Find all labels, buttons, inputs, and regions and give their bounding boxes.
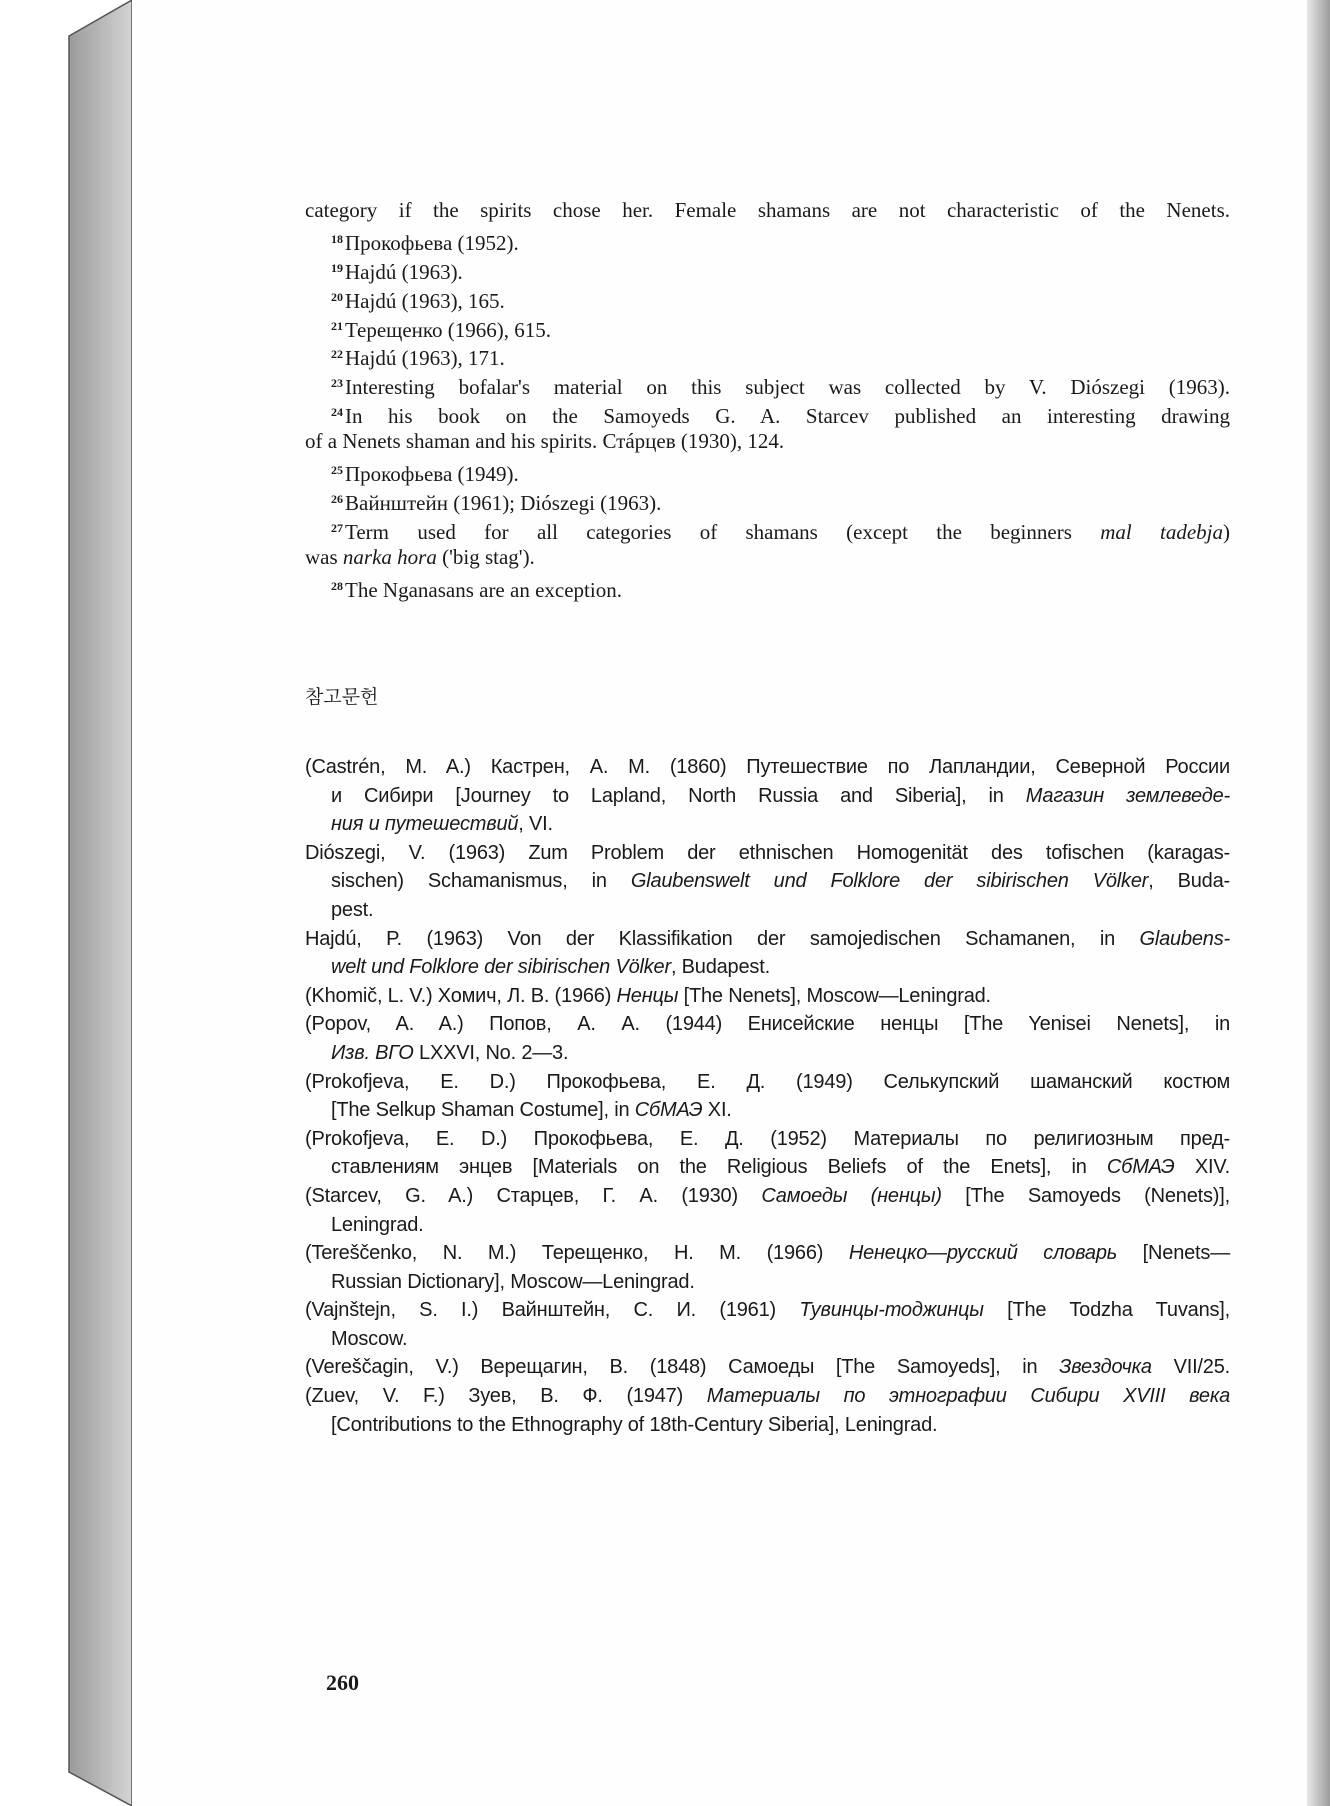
footnote-line	[305, 196, 1230, 225]
reference-line	[305, 1382, 1230, 1411]
text-segment: Прокофьева (1952).	[345, 230, 519, 255]
reference-line	[305, 782, 1230, 811]
text-segment: Diószegi, V. (1963) Zum Problem der ethnischen Homogenität des tofischen (karagas-	[305, 841, 1230, 864]
text-segment: category if the spirits chose her. Female shamans are not characteristic of the Nenets.	[305, 198, 1230, 222]
text-segment: ('big stag').	[436, 544, 535, 569]
footnote-number: 26	[331, 491, 343, 506]
footnote-line	[305, 254, 1230, 283]
footnote-number: 20	[331, 289, 343, 304]
footnote-number: 22	[331, 347, 343, 362]
footnote-number: 28	[331, 578, 343, 593]
footnote-line	[305, 398, 1230, 427]
reference-line	[305, 1211, 1230, 1240]
footnote-line	[305, 456, 1230, 485]
text-segment: (Popov, A. A.) Попов, А. А. (1944) Енисейские ненцы [The Yenisei Nenets], in	[305, 1013, 1230, 1036]
italic-title: Материалы по этнографии Сибири XVIII века	[706, 1385, 1231, 1408]
text-segment: , Buda-	[1148, 870, 1230, 893]
reference-line	[305, 1239, 1230, 1268]
text-segment: Прокофьева (1949).	[345, 462, 519, 487]
footnote-number: 24	[331, 405, 343, 420]
italic-title: welt und Folklore der sibirischen Völker	[331, 956, 671, 979]
text-segment: Терещенко (1966), 615.	[345, 317, 552, 342]
text-segment: VII/25.	[1151, 1356, 1230, 1379]
footnote-number: 27	[331, 520, 343, 535]
text-segment: Moscow.	[331, 1327, 408, 1350]
reference-line	[305, 753, 1230, 782]
reference-line	[305, 1325, 1230, 1354]
footnote-line	[305, 427, 1230, 456]
reference-line	[305, 1153, 1230, 1182]
footnote-number: 21	[331, 318, 343, 333]
footnote-line	[305, 312, 1230, 341]
text-segment: [The Selkup Shaman Costume], in	[331, 1099, 635, 1122]
footnote-number: 18	[331, 231, 343, 246]
text-segment: sischen) Schamanismus, in	[331, 870, 631, 893]
reference-line	[305, 953, 1230, 982]
italic-title: narka hora	[342, 544, 437, 569]
italic-title: mal tadebja	[1100, 519, 1223, 544]
text-segment: LXXVI, No. 2—3.	[413, 1041, 569, 1064]
reference-line	[305, 1039, 1230, 1068]
text-segment: (Khomič, L. V.) Хомич, Л. В. (1966)	[305, 984, 617, 1007]
text-segment: (Zuev, V. F.) Зуев, В. Ф. (1947)	[305, 1385, 707, 1408]
references-heading: 참고문헌	[305, 686, 379, 708]
text-segment: и Сибири [Journey to Lapland, North Russia and Siberia], in	[331, 784, 1026, 807]
italic-title: Ненцы	[616, 984, 679, 1007]
text-segment: Hajdú (1963), 165.	[345, 288, 505, 313]
reference-line	[305, 1096, 1230, 1125]
text-segment: Term used for all categories of shamans (except the beginners	[345, 519, 1101, 544]
footnote-line	[305, 225, 1230, 254]
reference-line	[305, 1296, 1230, 1325]
reference-line	[305, 867, 1230, 896]
reference-line	[305, 1068, 1230, 1097]
italic-title: Самоеды (ненцы)	[761, 1184, 942, 1207]
references-list	[305, 753, 1230, 1439]
text-segment: of a Nenets shaman and his spirits. Стáрцев (1930), 124.	[305, 429, 785, 454]
book-spine	[69, 0, 132, 1806]
footnote-line	[305, 572, 1230, 601]
reference-line	[305, 925, 1230, 954]
reference-line	[305, 1125, 1230, 1154]
italic-title: Тувинцы-тоджинцы	[799, 1299, 984, 1322]
text-segment: [Nenets—	[1117, 1242, 1231, 1265]
reference-line	[305, 839, 1230, 868]
text-segment: (Starcev, G. A.) Старцев, Г. А. (1930)	[305, 1184, 762, 1207]
italic-title: СбМАЭ	[1106, 1156, 1175, 1179]
footnote-line	[305, 485, 1230, 514]
italic-title: Магазин землеведе-	[1025, 784, 1230, 807]
text-segment: (Prokofjeva, E. D.) Прокофьева, Е. Д. (1952) Материалы по религиозным пред-	[305, 1127, 1230, 1150]
reference-line	[305, 1268, 1230, 1297]
footnote-line	[305, 283, 1230, 312]
text-segment: Leningrad.	[331, 1213, 424, 1236]
footnote-line	[305, 369, 1230, 398]
text-segment: Вайнштейн (1961); Diószegi (1963).	[345, 490, 662, 515]
italic-title: Изв. ВГО	[331, 1041, 414, 1064]
reference-line	[305, 982, 1230, 1011]
text-segment: was	[305, 544, 343, 569]
text-segment: Hajdú, P. (1963) Von der Klassifikation der samojedischen Schamanen, in	[305, 927, 1140, 950]
reference-line	[305, 1182, 1230, 1211]
text-segment: XI.	[702, 1099, 732, 1122]
italic-title: Glaubenswelt und Folklore der sibirischen Völker	[630, 870, 1149, 893]
text-segment: In his book on the Samoyeds G. A. Starcev published an interesting drawing	[345, 404, 1230, 429]
text-segment: [Contributions to the Ethnography of 18th-Century Siberia], Leningrad.	[331, 1413, 938, 1436]
italic-title: СбМАЭ	[634, 1099, 703, 1122]
italic-title: ния и путешествий	[331, 813, 519, 836]
text-segment: ставлениям энцев [Materials on the Religious Beliefs of the Enets], in	[331, 1156, 1107, 1179]
text-segment: XIV.	[1174, 1156, 1230, 1179]
reference-line	[305, 1353, 1230, 1382]
footnote-number: 19	[331, 260, 343, 275]
reference-line	[305, 896, 1230, 925]
footnote-line	[305, 514, 1230, 543]
text-segment: [The Nenets], Moscow—Leningrad.	[678, 984, 991, 1007]
italic-title: Ненецко—русский словарь	[848, 1242, 1118, 1265]
text-segment: )	[1223, 519, 1230, 544]
footnote-number: 25	[331, 463, 343, 478]
reference-line	[305, 1411, 1230, 1440]
text-segment: [The Todzha Tuvans],	[983, 1299, 1230, 1322]
footnotes	[305, 196, 1230, 600]
text-segment: [The Samoyeds (Nenets)],	[941, 1184, 1230, 1207]
text-segment: (Vajnštejn, S. I.) Вайнштейн, С. И. (1961)	[305, 1299, 800, 1322]
text-segment: Hajdú (1963), 171.	[345, 346, 505, 371]
text-segment: Interesting bofalar's material on this subject was collected by V. Diószegi (1963).	[345, 375, 1230, 400]
text-segment: Russian Dictionary], Moscow—Leningrad.	[331, 1270, 695, 1293]
footnote-number: 23	[331, 376, 343, 391]
text-segment: , VI.	[518, 813, 553, 836]
text-segment: (Tereščenko, N. M.) Терещенко, Н. М. (1966)	[305, 1242, 849, 1265]
footnote-line	[305, 543, 1230, 572]
reference-line	[305, 810, 1230, 839]
page-number: 260	[326, 1670, 359, 1695]
italic-title: Звездочка	[1059, 1356, 1152, 1379]
text-segment: Hajdú (1963).	[345, 259, 463, 284]
text-segment: pest.	[331, 898, 374, 921]
text-segment: (Castrén, M. A.) Кастрен, А. М. (1860) Путешествие по Лапландии, Северной России	[305, 756, 1230, 778]
footnote-line	[305, 340, 1230, 369]
reference-line	[305, 1010, 1230, 1039]
text-segment: (Vereščagin, V.) Верещагин, В. (1848) Самоеды [The Samoyeds], in	[305, 1356, 1060, 1379]
italic-title: Glaubens-	[1139, 927, 1230, 950]
text-segment: (Prokofjeva, E. D.) Прокофьева, Е. Д. (1949) Селькупский шаманский костюм	[305, 1070, 1230, 1093]
text-segment: , Budapest.	[670, 956, 770, 979]
page-edge-shadow	[1307, 0, 1330, 1806]
text-segment: The Nganasans are an exception.	[345, 577, 622, 602]
